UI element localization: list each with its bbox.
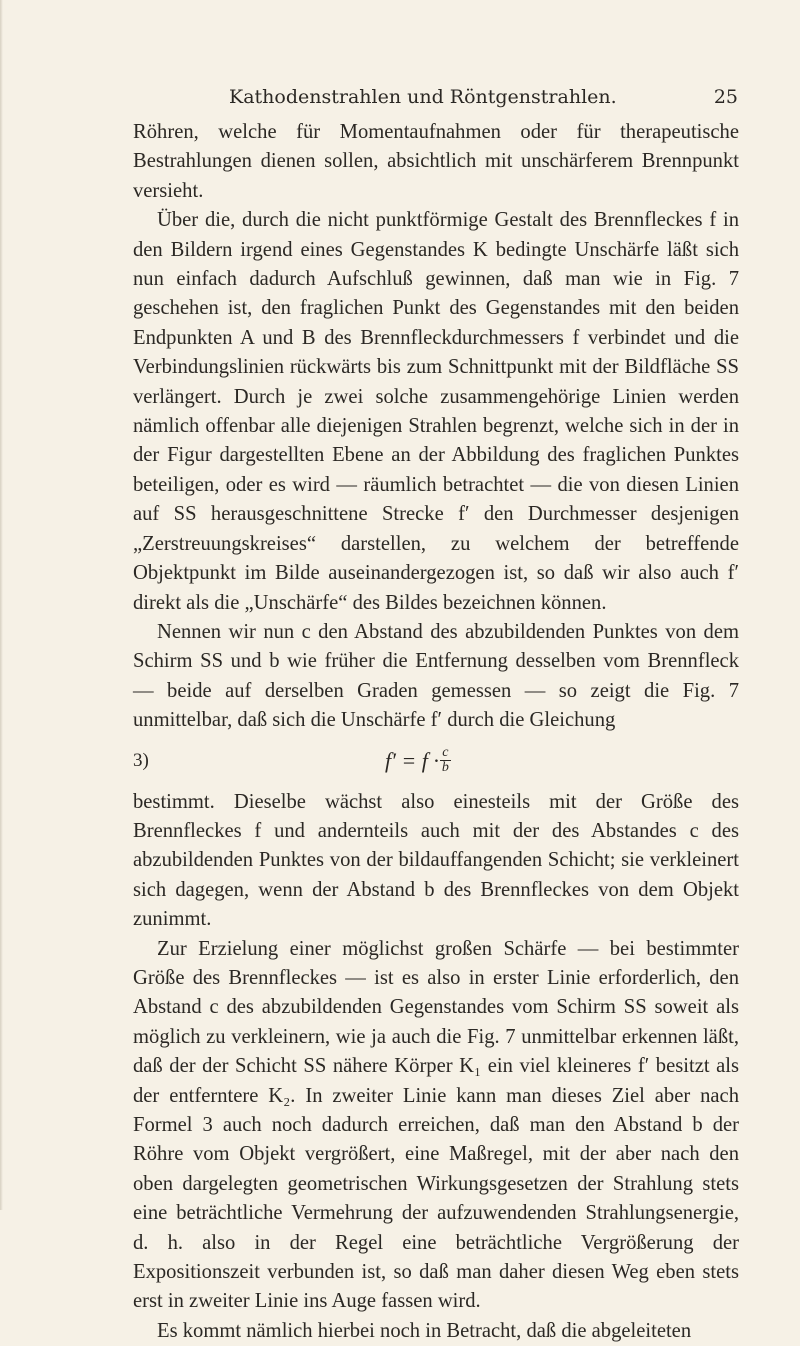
paragraph-4: bestimmt. Dieselbe wächst also einesteils mit der Größe des Brennfleckes f und andernteils auch mit der des Abstandes c des abzubildenden Punktes von der bildauffangenden Schicht; sie verkleinert sich dagegen, wenn der Abstand b des Brennfleckes von dem Objekt zunimmt. [133,790,739,931]
page-binding-edge [0,0,3,1210]
equation-fraction [440,746,451,775]
paragraph-1: Röhren, welche für Momentaufnahmen oder für therapeutische Bestrahlungen dienen sollen, absichtlich mit unschärferem Brennpunkt versieht. [133,121,739,202]
body-text [133,118,739,1346]
page-number: 25 [713,86,738,108]
paragraph-5: Zur Erzielung einer möglichst großen Schärfe — bei bestimmter Größe des Brennfleckes — ist es also in erster Linie erforderlich, den Abstand c des abzubildenden Gegenstandes vom Schirm SS soweit als möglich zu verkleinern, wie ja auch die Fig. 7 unmittelbar erkennen läßt, daß der der Schicht SS nähere Körper K₁ ein viel kleineres f′ besitzt als der entferntere K₂. In zweiter Linie kann man dieses Ziel aber nach Formel 3 auch noch dadurch erreichen, daß man den Abstand b der Röhre vom Objekt vergrößert, eine Maßregel, mit der aber nach den oben dargelegten geometrischen Wirkungsgesetzen der Strahlung stets eine beträchtliche Vermehrung der aufzuwendenden Strahlungsenergie, d. h. also in der Regel eine beträchtliche Vergrößerung der Expositionszeit verbunden ist, so daß man daher diesen Weg eben stets erst in zweiter Linie ins Auge fassen wird. [133,937,739,1313]
equation-number: 3) [133,749,149,771]
fraction-numerator: c [442,745,449,761]
fraction-denominator: b [441,760,449,776]
equation-body [385,738,451,784]
equation-3 [133,738,739,784]
running-title: Kathodenstrahlen und Röntgenstrahlen. [229,86,617,108]
equation-lhs: f′ = f · [385,747,439,773]
paragraph-3: Nennen wir nun c den Abstand des abzubildenden Punktes von dem Schirm SS und b wie früher die Entfernung desselben vom Brennfleck — beide auf derselben Graden gemessen — so zeigt die Fig. 7 unmittelbar, daß sich die Unschärfe f′ durch die Gleichung [133,620,739,732]
paragraph-6: Es kommt nämlich hierbei noch in Betracht, daß die abgeleiteten [157,1319,692,1342]
paragraph-2: Über die, durch die nicht punktförmige Gestalt des Brennfleckes f in den Bildern irgend eines Gegenstandes K bedingte Unschärfe läßt sich nun einfach dadurch Aufschluß gewinnen, daß man wie in Fig. 7 geschehen ist, den fraglichen Punkt des Gegenstandes mit den beiden Endpunkten A und B des Brennfleckdurchmessers f verbindet und die Verbindungslinien rückwärts bis zum Schnittpunkt mit der Bildfläche SS verlängert. Durch je zwei solche zusammengehörige Linien werden nämlich offenbar alle diejenigen Strahlen begrenzt, welche sich in der in der Figur dargestellten Ebene an der Abbildung des fraglichen Punktes beteiligen, oder es wird — räumlich betrachtet — die von diesen Linien auf SS herausgeschnittene Strecke f′ den Durchmesser desjenigen „Zerstreuungskreises“ darstellen, zu welchem der betreffende Objektpunkt im Bilde auseinandergezogen ist, so daß wir also auch f′ direkt als die „Unschärfe“ des Bildes bezeichnen können. [133,209,739,614]
running-header [133,76,740,106]
